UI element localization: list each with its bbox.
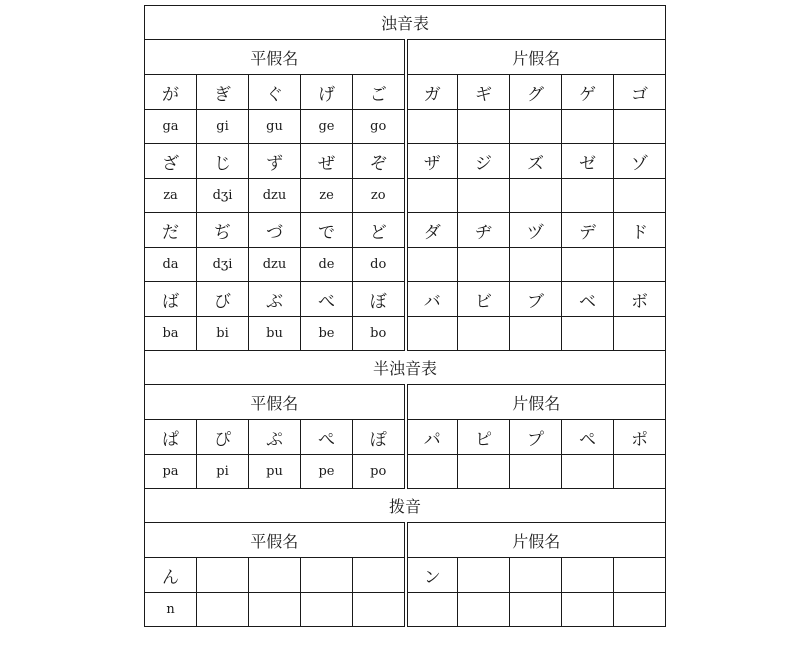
hiragana-kana-cell: ぞ [353, 144, 406, 179]
katakana-kana-cell: ゼ [562, 144, 614, 179]
katakana-romaji-cell [614, 317, 666, 351]
hiragana-kana-cell: ぜ [301, 144, 353, 179]
hiragana-kana-cell [301, 558, 353, 593]
kana-table-body [145, 6, 666, 627]
hiragana-romaji-cell: do [353, 248, 406, 282]
kana-row [145, 282, 666, 317]
katakana-header: 片假名 [406, 523, 666, 558]
katakana-romaji-cell [406, 593, 458, 627]
hiragana-kana-cell: じ [197, 144, 249, 179]
katakana-romaji-cell [614, 110, 666, 144]
katakana-romaji-cell [614, 455, 666, 489]
hiragana-kana-cell: ず [249, 144, 301, 179]
katakana-romaji-cell [510, 455, 562, 489]
katakana-romaji-cell [562, 248, 614, 282]
katakana-kana-cell: ギ [458, 75, 510, 110]
hiragana-kana-cell [197, 558, 249, 593]
romaji-row [145, 593, 666, 627]
hiragana-kana-cell: ぢ [197, 213, 249, 248]
hiragana-romaji-cell [197, 593, 249, 627]
katakana-kana-cell: ジ [458, 144, 510, 179]
hiragana-romaji-cell: dzu [249, 248, 301, 282]
katakana-kana-cell: ブ [510, 282, 562, 317]
katakana-kana-cell: ゴ [614, 75, 666, 110]
katakana-romaji-cell [458, 455, 510, 489]
katakana-header: 片假名 [406, 385, 666, 420]
group-header-row [145, 523, 666, 558]
hiragana-kana-cell: ぱ [145, 420, 197, 455]
katakana-kana-cell: ズ [510, 144, 562, 179]
section-title-row [145, 6, 666, 40]
hiragana-kana-cell: ざ [145, 144, 197, 179]
katakana-kana-cell: プ [510, 420, 562, 455]
section-title: 拨音 [145, 489, 666, 523]
kana-table [144, 5, 666, 627]
katakana-header: 片假名 [406, 40, 666, 75]
hiragana-romaji-cell: pi [197, 455, 249, 489]
section-title-row [145, 351, 666, 385]
section-title-row [145, 489, 666, 523]
katakana-romaji-cell [562, 593, 614, 627]
katakana-kana-cell: ボ [614, 282, 666, 317]
katakana-romaji-cell [510, 593, 562, 627]
katakana-kana-cell: ヂ [458, 213, 510, 248]
katakana-romaji-cell [614, 179, 666, 213]
katakana-romaji-cell [458, 248, 510, 282]
section-title: 半浊音表 [145, 351, 666, 385]
hiragana-kana-cell: ぼ [353, 282, 406, 317]
hiragana-romaji-cell: po [353, 455, 406, 489]
hiragana-kana-cell: ぴ [197, 420, 249, 455]
hiragana-header: 平假名 [145, 523, 406, 558]
group-header-row [145, 385, 666, 420]
katakana-romaji-cell [406, 179, 458, 213]
hiragana-romaji-cell: bi [197, 317, 249, 351]
katakana-kana-cell [510, 558, 562, 593]
katakana-kana-cell: ポ [614, 420, 666, 455]
katakana-romaji-cell [510, 248, 562, 282]
katakana-kana-cell: ビ [458, 282, 510, 317]
katakana-romaji-cell [458, 179, 510, 213]
katakana-kana-cell: ド [614, 213, 666, 248]
section-title: 浊音表 [145, 6, 666, 40]
katakana-kana-cell: バ [406, 282, 458, 317]
hiragana-kana-cell: づ [249, 213, 301, 248]
katakana-romaji-cell [406, 110, 458, 144]
group-header-row [145, 40, 666, 75]
hiragana-kana-cell: ど [353, 213, 406, 248]
kana-row [145, 213, 666, 248]
katakana-kana-cell: ヅ [510, 213, 562, 248]
hiragana-kana-cell: べ [301, 282, 353, 317]
hiragana-kana-cell: げ [301, 75, 353, 110]
katakana-romaji-cell [458, 317, 510, 351]
romaji-row [145, 179, 666, 213]
hiragana-kana-cell: ぎ [197, 75, 249, 110]
romaji-row [145, 110, 666, 144]
katakana-romaji-cell [510, 317, 562, 351]
katakana-kana-cell [458, 558, 510, 593]
katakana-romaji-cell [562, 110, 614, 144]
hiragana-kana-cell: ば [145, 282, 197, 317]
hiragana-romaji-cell: n [145, 593, 197, 627]
katakana-romaji-cell [406, 455, 458, 489]
hiragana-header: 平假名 [145, 40, 406, 75]
katakana-romaji-cell [510, 110, 562, 144]
hiragana-kana-cell: ご [353, 75, 406, 110]
kana-row [145, 75, 666, 110]
katakana-kana-cell: パ [406, 420, 458, 455]
katakana-kana-cell: ゲ [562, 75, 614, 110]
katakana-romaji-cell [406, 317, 458, 351]
hiragana-romaji-cell [301, 593, 353, 627]
hiragana-kana-cell: ぽ [353, 420, 406, 455]
hiragana-kana-cell: び [197, 282, 249, 317]
katakana-romaji-cell [562, 455, 614, 489]
hiragana-header: 平假名 [145, 385, 406, 420]
hiragana-romaji-cell: ge [301, 110, 353, 144]
hiragana-romaji-cell: zo [353, 179, 406, 213]
hiragana-romaji-cell: pu [249, 455, 301, 489]
katakana-kana-cell: デ [562, 213, 614, 248]
katakana-romaji-cell [510, 179, 562, 213]
katakana-kana-cell: ガ [406, 75, 458, 110]
katakana-romaji-cell [458, 110, 510, 144]
hiragana-romaji-cell: de [301, 248, 353, 282]
hiragana-kana-cell: ぷ [249, 420, 301, 455]
hiragana-romaji-cell: pa [145, 455, 197, 489]
hiragana-romaji-cell: ga [145, 110, 197, 144]
katakana-romaji-cell [406, 248, 458, 282]
kana-row [145, 144, 666, 179]
katakana-romaji-cell [562, 317, 614, 351]
hiragana-romaji-cell: gi [197, 110, 249, 144]
hiragana-kana-cell: だ [145, 213, 197, 248]
hiragana-kana-cell: で [301, 213, 353, 248]
hiragana-romaji-cell: ze [301, 179, 353, 213]
hiragana-romaji-cell: za [145, 179, 197, 213]
katakana-kana-cell: ン [406, 558, 458, 593]
hiragana-romaji-cell [353, 593, 406, 627]
hiragana-kana-cell: が [145, 75, 197, 110]
hiragana-kana-cell [249, 558, 301, 593]
katakana-kana-cell: ピ [458, 420, 510, 455]
katakana-kana-cell: ダ [406, 213, 458, 248]
hiragana-kana-cell: ぺ [301, 420, 353, 455]
hiragana-romaji-cell: ba [145, 317, 197, 351]
katakana-kana-cell: ベ [562, 282, 614, 317]
katakana-kana-cell: ゾ [614, 144, 666, 179]
romaji-row [145, 455, 666, 489]
katakana-kana-cell [562, 558, 614, 593]
katakana-romaji-cell [614, 248, 666, 282]
hiragana-romaji-cell: pe [301, 455, 353, 489]
katakana-romaji-cell [614, 593, 666, 627]
hiragana-romaji-cell: dʒi [197, 248, 249, 282]
katakana-romaji-cell [562, 179, 614, 213]
kana-row [145, 420, 666, 455]
katakana-kana-cell: グ [510, 75, 562, 110]
hiragana-romaji-cell: go [353, 110, 406, 144]
hiragana-romaji-cell: bu [249, 317, 301, 351]
romaji-row [145, 317, 666, 351]
hiragana-kana-cell: ん [145, 558, 197, 593]
hiragana-romaji-cell: dʒi [197, 179, 249, 213]
katakana-kana-cell: ペ [562, 420, 614, 455]
hiragana-romaji-cell: dzu [249, 179, 301, 213]
hiragana-kana-cell: ぶ [249, 282, 301, 317]
hiragana-romaji-cell: bo [353, 317, 406, 351]
hiragana-kana-cell: ぐ [249, 75, 301, 110]
katakana-romaji-cell [458, 593, 510, 627]
hiragana-romaji-cell [249, 593, 301, 627]
kana-row [145, 558, 666, 593]
hiragana-kana-cell [353, 558, 406, 593]
romaji-row [145, 248, 666, 282]
hiragana-romaji-cell: be [301, 317, 353, 351]
hiragana-romaji-cell: gu [249, 110, 301, 144]
hiragana-romaji-cell: da [145, 248, 197, 282]
katakana-kana-cell [614, 558, 666, 593]
katakana-kana-cell: ザ [406, 144, 458, 179]
